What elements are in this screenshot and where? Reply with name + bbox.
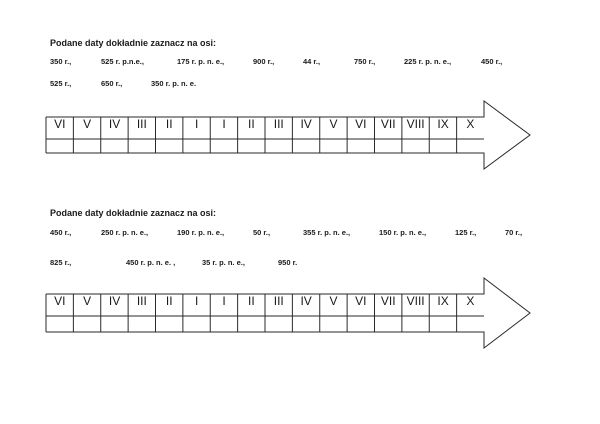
date-label: 825 r., [50, 258, 72, 267]
date-label: 450 r., [50, 228, 72, 237]
century-numeral: VI [54, 294, 66, 308]
instruction-text: Podane daty dokładnie zaznacz na osi: [50, 38, 217, 48]
date-label: 450 r., [481, 57, 503, 66]
date-label: 350 r., [50, 57, 72, 66]
century-numeral: II [165, 117, 173, 131]
century-numeral: IV [108, 117, 121, 131]
century-numeral: VII [380, 117, 396, 131]
century-numerals-row [46, 290, 484, 312]
century-numeral: I [194, 117, 199, 131]
century-numeral: VIII [406, 117, 425, 131]
date-label: 900 r., [253, 57, 275, 66]
century-numeral: VIII [406, 294, 425, 308]
century-numeral: II [165, 294, 173, 308]
century-numeral: X [466, 294, 475, 308]
century-numeral: VI [54, 117, 66, 131]
century-numeral: VII [380, 294, 396, 308]
century-numeral: VI [355, 117, 367, 131]
date-label: 190 r. p. n. e., [177, 228, 225, 237]
century-numeral: I [222, 294, 226, 308]
century-numeral: III [136, 294, 147, 308]
date-label: 70 r., [505, 228, 523, 237]
date-label: 525 r., [50, 79, 72, 88]
century-numeral: IX [437, 294, 449, 308]
century-numeral: III [136, 117, 147, 131]
date-label: 450 r. p. n. e. , [126, 258, 176, 267]
century-numerals-row [46, 113, 484, 135]
date-label: 950 r. [278, 258, 298, 267]
century-numeral: II [248, 117, 255, 131]
century-numeral: I [222, 117, 226, 131]
timeline-arrow [44, 100, 534, 170]
date-label: 650 r., [101, 79, 123, 88]
date-label: 125 r., [455, 228, 477, 237]
timeline-arrow [44, 277, 534, 349]
date-label: 50 r., [253, 228, 271, 237]
timeline-frame [44, 100, 534, 170]
century-numeral: IX [437, 117, 449, 131]
century-numeral: III [273, 294, 284, 308]
century-numeral: II [248, 294, 255, 308]
century-numeral: III [273, 117, 284, 131]
century-numeral: IV [108, 294, 121, 308]
date-label: 44 r., [303, 57, 321, 66]
date-label: 225 r. p. n. e., [404, 57, 452, 66]
date-label: 175 r. p. n. e., [177, 57, 225, 66]
date-label: 35 r. p. n. e., [202, 258, 245, 267]
date-label: 355 r. p. n. e., [303, 228, 351, 237]
century-numeral: IV [300, 117, 312, 131]
date-label: 150 r. p. n. e., [379, 228, 427, 237]
worksheet-1 [0, 0, 600, 200]
century-numeral: V [329, 294, 338, 308]
century-numeral: X [466, 117, 475, 131]
century-numeral: IV [300, 294, 312, 308]
worksheet-2 [0, 172, 600, 372]
century-numeral: VI [355, 294, 367, 308]
timeline-frame [44, 277, 534, 349]
date-label: 350 r. p. n. e. [151, 79, 197, 88]
instruction-text: Podane daty dokładnie zaznacz na osi: [50, 208, 217, 218]
century-numeral: V [83, 294, 92, 308]
century-numeral: V [83, 117, 92, 131]
century-numeral: V [329, 117, 338, 131]
date-label: 750 r., [354, 57, 376, 66]
date-label: 250 r. p. n. e., [101, 228, 149, 237]
century-numeral: I [194, 294, 199, 308]
date-label: 525 r. p.n.e., [101, 57, 144, 66]
